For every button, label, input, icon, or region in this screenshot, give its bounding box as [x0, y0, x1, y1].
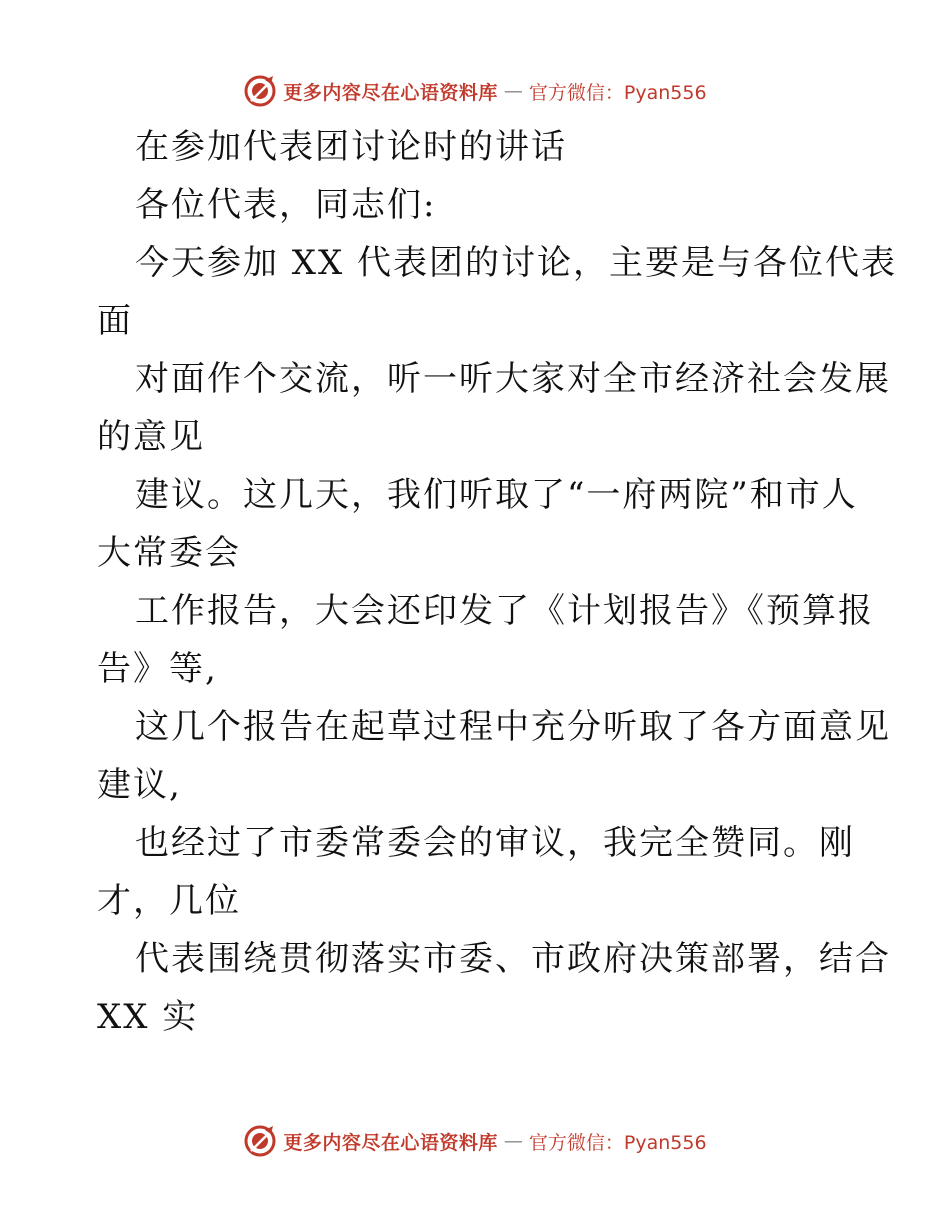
watermark-separator: — — [503, 1130, 523, 1152]
text-line: 工作报告，大会还印发了《计划报告》《预算报 — [135, 591, 874, 631]
document-body — [97, 118, 898, 1046]
text-line: 各位代表，同志们: — [135, 185, 437, 225]
text-line: 建议, — [97, 765, 182, 805]
text-line: 对面作个交流，听一听大家对全市经济社会发展 — [135, 359, 891, 399]
pen-logo-icon — [243, 74, 277, 108]
watermark-separator: — — [503, 80, 523, 102]
watermark-wechat-text: 官方微信：Pyan556 — [528, 1131, 707, 1154]
pen-logo-icon — [243, 1124, 277, 1158]
text-line: XX 实 — [97, 997, 199, 1037]
watermark-wechat-text: 官方微信：Pyan556 — [528, 81, 707, 104]
watermark-library-text: 更多内容尽在心语资料库 — [283, 81, 498, 104]
text-line: 也经过了市委常委会的审议，我完全赞同。刚 — [135, 823, 855, 863]
text-line: 这几个报告在起草过程中充分听取了各方面意见 — [135, 707, 891, 747]
text-line: 才，几位 — [97, 881, 241, 921]
text-line: 的意见 — [97, 417, 205, 457]
header-watermark — [0, 71, 950, 111]
text-line: 今天参加 XX 代表团的讨论，主要是与各位代表 — [135, 243, 898, 283]
text-line: 告》等, — [97, 649, 218, 689]
footer-watermark — [0, 1121, 950, 1161]
text-line: 在参加代表团讨论时的讲话 — [135, 127, 567, 167]
text-line: 代表围绕贯彻落实市委、市政府决策部署，结合 — [135, 939, 891, 979]
text-line: 建议。这几天，我们听取了“一府两院”和市人 — [135, 475, 858, 515]
text-line: 面 — [97, 301, 133, 341]
text-line: 大常委会 — [97, 533, 241, 573]
watermark-library-text: 更多内容尽在心语资料库 — [283, 1131, 498, 1154]
